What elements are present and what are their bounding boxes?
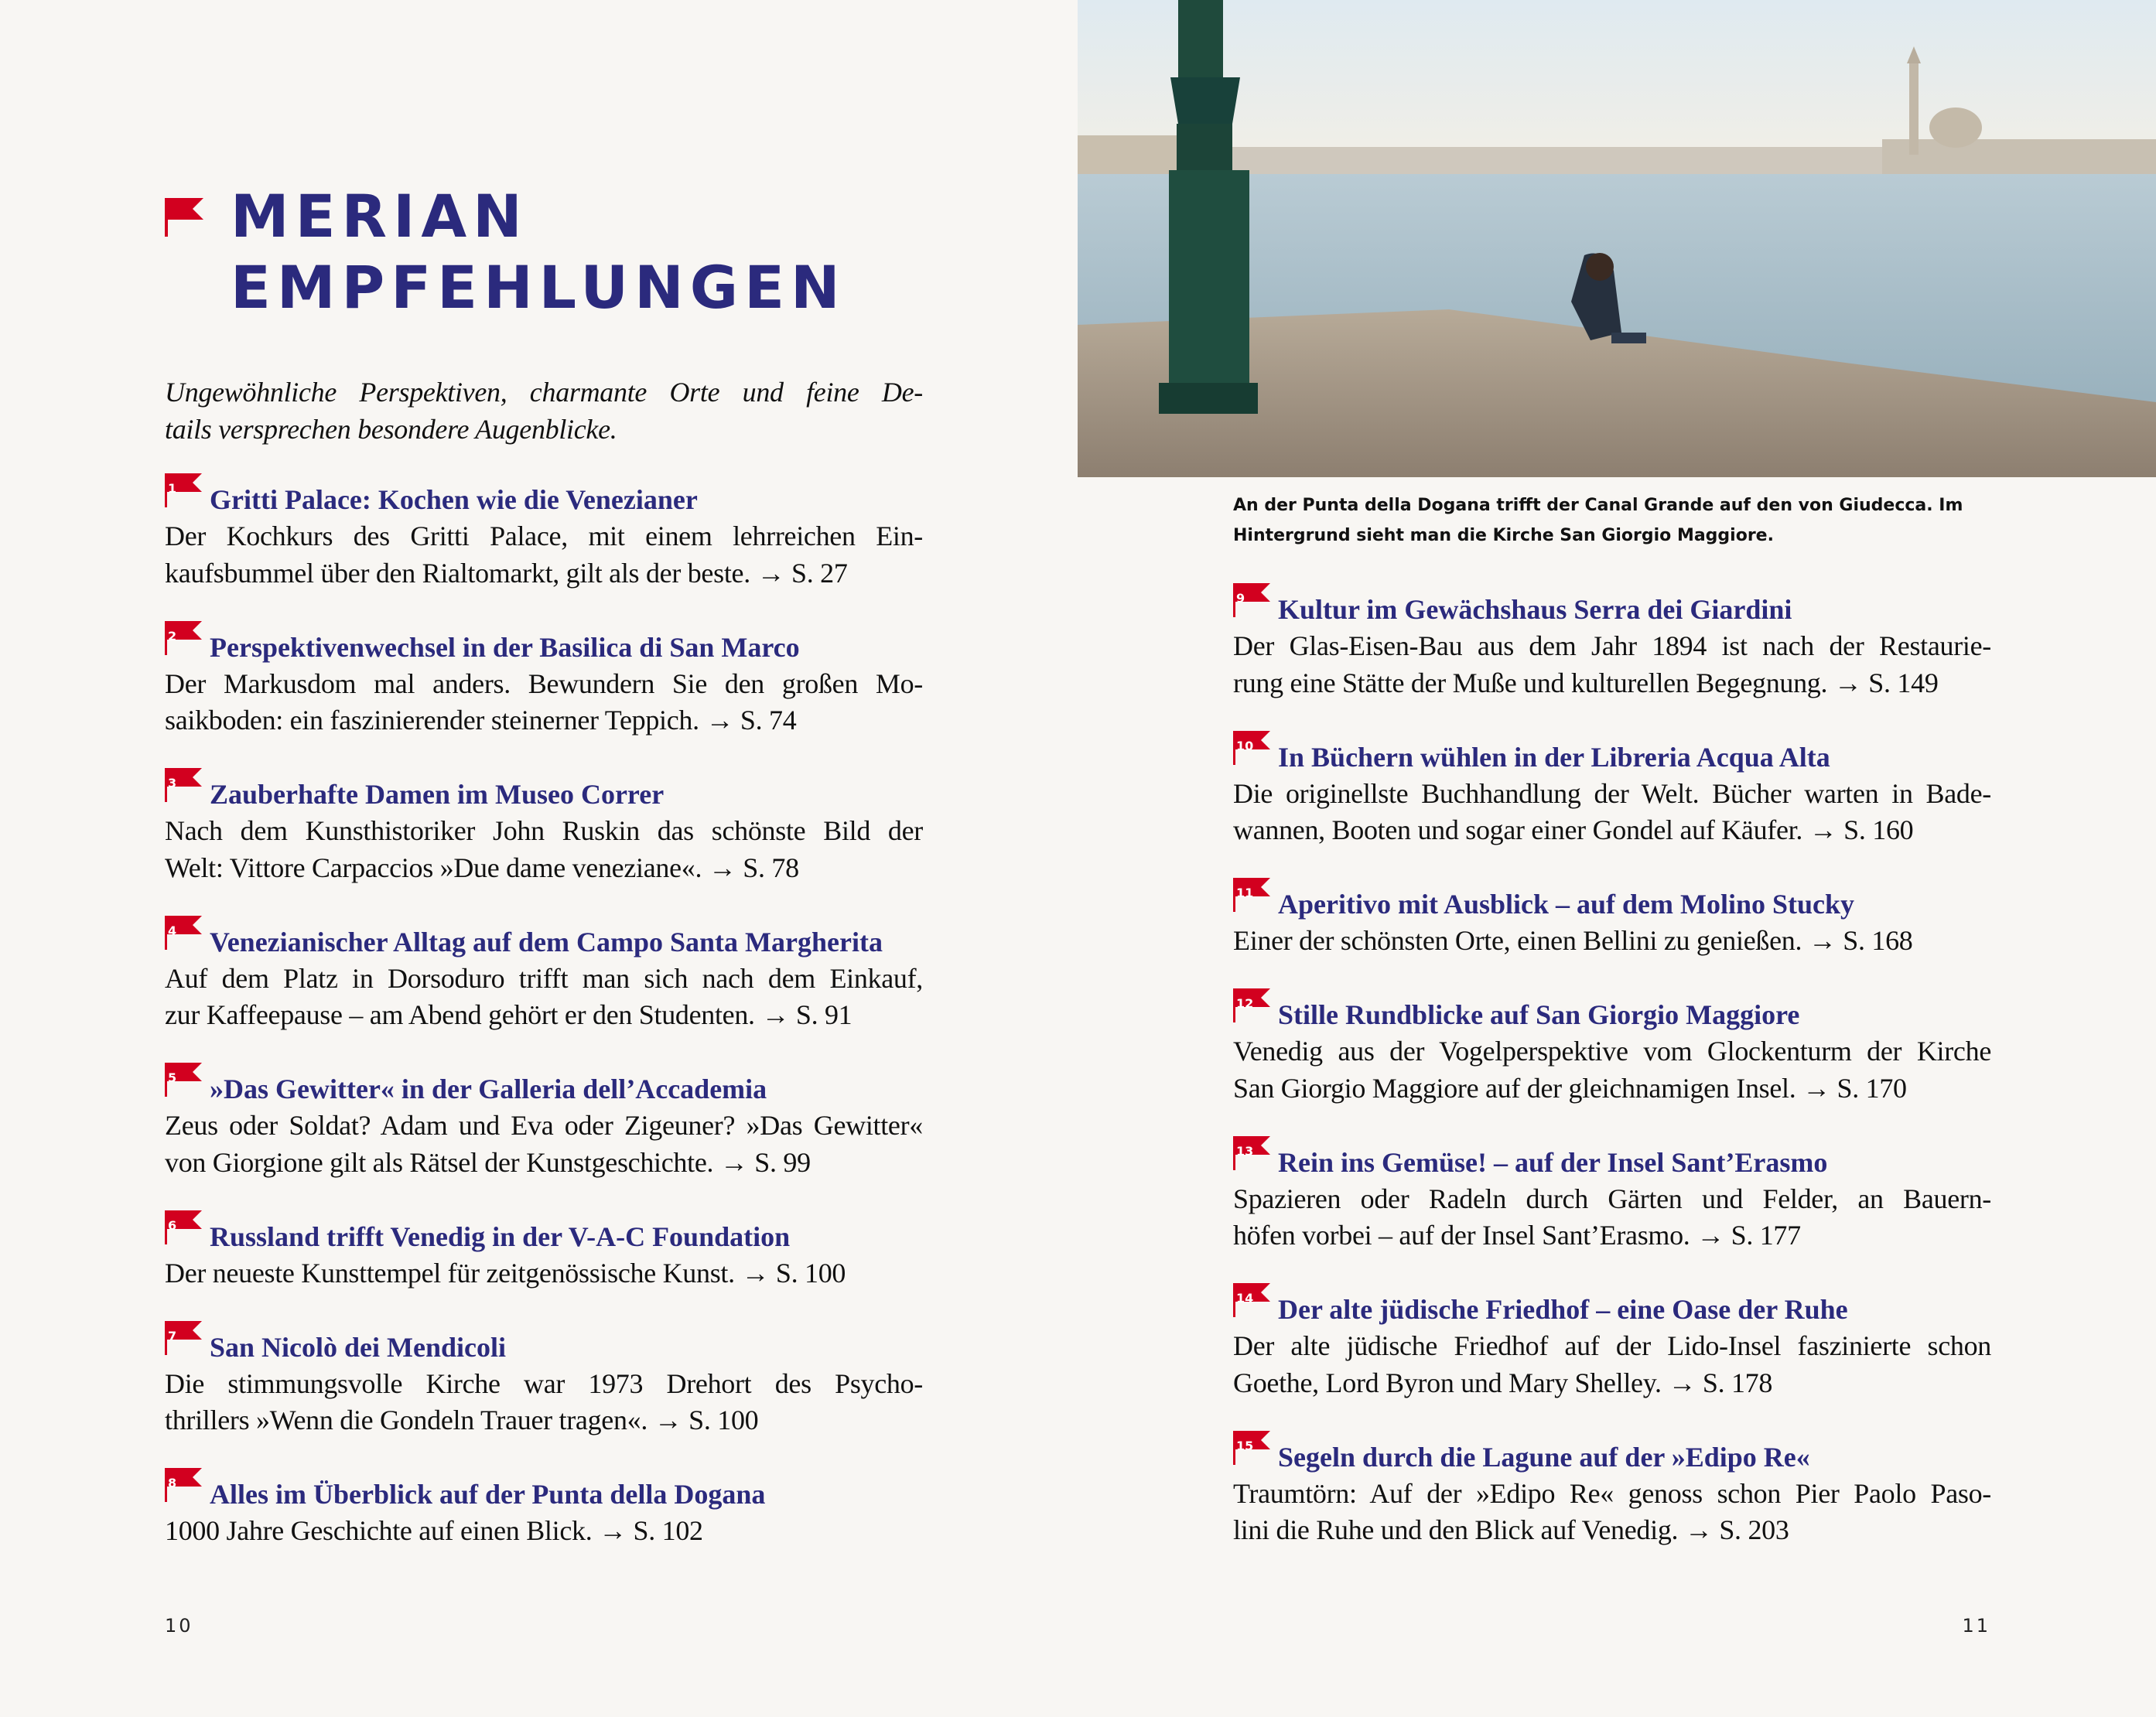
item-number: 8	[168, 1476, 177, 1490]
intro-line: Ungewöhnliche Perspektiven, charmante Orte und feine De-	[165, 377, 923, 408]
item-number: 9	[1236, 591, 1245, 606]
item-description-line: wannen, Booten und sogar einer Gondel auf Käufer. → S. 160	[1233, 814, 1914, 845]
recommendation-list-left	[165, 481, 923, 1586]
item-description-line: Der Glas-Eisen-Bau aus dem Jahr 1894 ist nach der Restaurie-	[1233, 630, 1991, 661]
item-description-line: Nach dem Kunsthistoriker John Ruskin das schönste Bild der	[165, 815, 923, 846]
item-number: 10	[1236, 738, 1254, 753]
recommendation-item	[1233, 739, 1991, 849]
item-description-line: 1000 Jahre Geschichte auf einen Blick. → S. 102	[165, 1515, 703, 1546]
recommendation-item	[165, 1329, 923, 1439]
item-description-line: Spazieren oder Radeln durch Gärten und Felder, an Bauern-	[1233, 1183, 1991, 1214]
item-description-line: Einer der schönsten Orte, einen Bellini zu genießen. → S. 168	[1233, 925, 1913, 956]
item-description-line: Der neueste Kunsttempel für zeitgenössische Kunst. → S. 100	[165, 1257, 846, 1289]
item-number: 5	[168, 1070, 177, 1085]
recommendation-item	[1233, 591, 1991, 701]
intro-text	[165, 374, 923, 448]
recommendation-item	[165, 1070, 923, 1181]
item-description-line: höfen vorbei – auf der Insel Sant’Erasmo. → S. 177	[1233, 1220, 1801, 1251]
item-title: Segeln durch die Lagune auf der »Edipo Re«	[1278, 1441, 1810, 1473]
page-number: 11	[1962, 1615, 1990, 1637]
recommendation-item	[165, 776, 923, 886]
recommendation-item	[1233, 996, 1991, 1107]
item-description-line: Die originellste Buchhandlung der Welt. Bücher warten in Bade-	[1233, 777, 1991, 809]
item-number: 15	[1236, 1438, 1254, 1453]
recommendation-item	[165, 629, 923, 739]
item-title: Der alte jüdische Friedhof – eine Oase der Ruhe	[1278, 1294, 1848, 1325]
caption-line: An der Punta della Dogana trifft der Canal Grande auf den von Giudecca. Im	[1233, 496, 1963, 515]
recommendation-item	[1233, 1439, 1991, 1549]
item-description-line: Der Kochkurs des Gritti Palace, mit einem lehrreichen Ein-	[165, 521, 923, 551]
item-title: Russland trifft Venedig in der V-A-C Foundation	[210, 1220, 791, 1252]
heading-line-1: MERIAN	[231, 182, 528, 251]
item-title: Zauberhafte Damen im Museo Correr	[210, 779, 665, 810]
item-description-line: San Giorgio Maggiore auf der gleichnamigen Insel. → S. 170	[1233, 1072, 1907, 1104]
item-description-line: thrillers »Wenn die Gondeln Trauer tragen«. → S. 100	[165, 1405, 759, 1435]
item-description-line: Die stimmungsvolle Kirche war 1973 Drehort des Psycho-	[165, 1367, 923, 1399]
recommendation-item	[1233, 886, 1991, 960]
heading-line-2: EMPFEHLUNGEN	[231, 253, 846, 322]
item-number: 6	[168, 1217, 177, 1233]
item-description-line: lini die Ruhe und den Blick auf Venedig. → S. 203	[1233, 1514, 1789, 1545]
item-description-line: Der alte jüdische Friedhof auf der Lido-Insel faszinierte schon	[1233, 1330, 1991, 1361]
item-title: Alles im Überblick auf der Punta della Dogana	[210, 1479, 766, 1510]
item-number: 11	[1236, 886, 1254, 900]
item-description-line: Auf dem Platz in Dorsoduro trifft man sich nach dem Einkauf,	[165, 962, 923, 994]
page-number: 10	[165, 1615, 193, 1637]
recommendation-item	[165, 1218, 923, 1292]
flag-icon	[165, 198, 203, 237]
photo-caption	[1233, 490, 2007, 551]
item-title: San Nicolò dei Mendicoli	[210, 1331, 507, 1363]
recommendation-item	[165, 923, 923, 1034]
item-number: 7	[168, 1328, 177, 1343]
item-description-line: kaufsbummel über den Rialtomarkt, gilt als der beste. → S. 27	[165, 557, 848, 589]
item-title: Venezianischer Alltag auf dem Campo Santa Margherita	[210, 926, 883, 957]
item-title: In Büchern wühlen in der Libreria Acqua Alta	[1278, 741, 1830, 773]
right-page	[1078, 0, 2156, 1717]
item-title: Gritti Palace: Kochen wie die Venezianer	[210, 484, 698, 515]
item-description-line: Venedig aus der Vogelperspektive vom Glockenturm der Kirche	[1233, 1036, 1991, 1067]
item-title: Aperitivo mit Ausblick – auf dem Molino Stucky	[1278, 889, 1855, 920]
item-description-line: Der Markusdom mal anders. Bewundern Sie den großen Mo-	[165, 667, 923, 699]
recommendation-list-right	[1233, 591, 1991, 1586]
item-description-line: zur Kaffeepause – am Abend gehört er den Studenten. → S. 91	[165, 999, 852, 1030]
item-title: Kultur im Gewächshaus Serra dei Giardini	[1278, 594, 1792, 625]
recommendation-item	[165, 1476, 923, 1550]
item-description-line: Traumtörn: Auf der »Edipo Re« genoss schon Pier Paolo Paso-	[1233, 1477, 1991, 1509]
item-number: 12	[1236, 996, 1254, 1011]
item-title: Perspektivenwechsel in der Basilica di San Marco	[210, 631, 800, 663]
recommendation-item	[165, 481, 923, 592]
item-title: »Das Gewitter« in der Galleria dell’Accademia	[210, 1074, 767, 1104]
item-number: 3	[168, 776, 177, 790]
recommendation-item	[1233, 1291, 1991, 1401]
intro-line: tails versprechen besondere Augenblicke.	[165, 413, 617, 445]
item-number: 1	[168, 481, 177, 496]
item-description-line: saikboden: ein faszinierender steinerner Teppich. → S. 74	[165, 705, 797, 736]
item-number: 4	[168, 923, 177, 938]
recommendation-item	[1233, 1144, 1991, 1254]
item-description-line: Zeus oder Soldat? Adam und Eva oder Zigeuner? »Das Gewitter«	[165, 1110, 923, 1141]
item-number: 13	[1236, 1143, 1254, 1159]
caption-line: Hintergrund sieht man die Kirche San Giorgio Maggiore.	[1233, 526, 1774, 545]
item-number: 2	[168, 628, 177, 643]
item-description-line: Welt: Vittore Carpaccios »Due dame veneziane«. → S. 78	[165, 852, 799, 883]
item-description-line: von Giorgione gilt als Rätsel der Kunstgeschichte. → S. 99	[165, 1146, 811, 1178]
item-description-line: rung eine Stätte der Muße und kulturellen Begegnung. → S. 149	[1233, 667, 1939, 698]
item-title: Stille Rundblicke auf San Giorgio Maggiore	[1278, 999, 1800, 1030]
item-number: 14	[1236, 1291, 1254, 1306]
item-description-line: Goethe, Lord Byron und Mary Shelley. → S. 178	[1233, 1367, 1773, 1398]
item-title: Rein ins Gemüse! – auf der Insel Sant’Erasmo	[1278, 1146, 1828, 1178]
venice-photo	[1078, 0, 2156, 477]
